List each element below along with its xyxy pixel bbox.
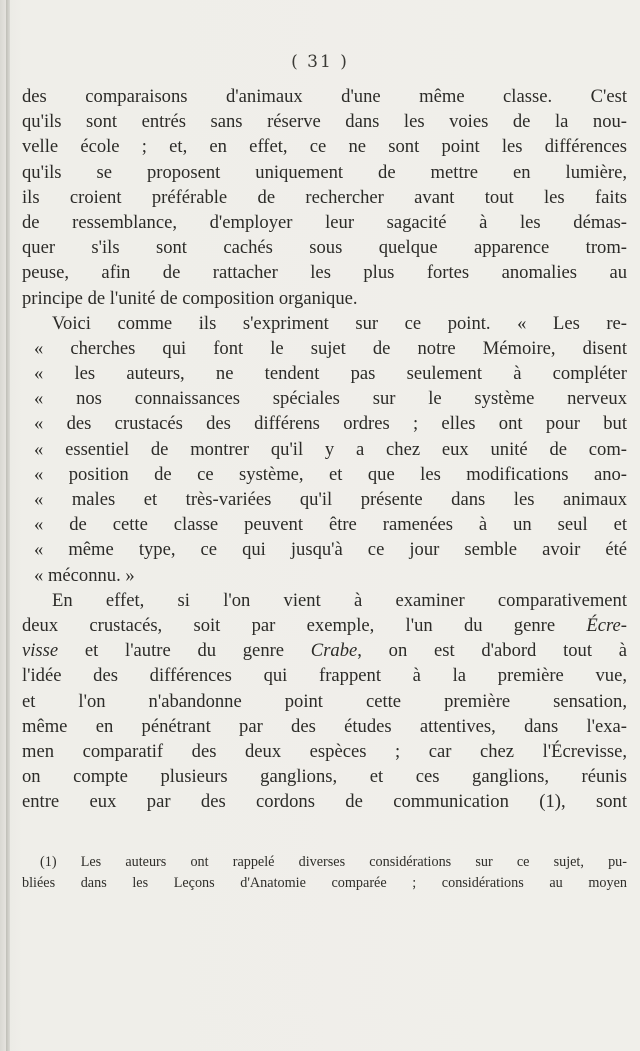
page-number: ( 31 ) <box>291 52 349 72</box>
footnote-line: (1) Les auteurs ont rappelé diverses considérations sur ce sujet, pu- <box>40 854 627 870</box>
text-line: velle école ; et, en effet, ce ne sont point les différences <box>22 136 627 158</box>
text-line: deux crustacés, soit par exemple, l'un du genre Écre- <box>22 614 627 636</box>
text-line: de ressemblance, d'employer leur sagacité à les démas- <box>22 211 627 233</box>
text-line: et l'on n'abandonne point cette première sensation, <box>22 690 627 712</box>
text-line: on compte plusieurs ganglions, et ces ganglions, réunis <box>22 766 627 788</box>
quote-line: « méconnu. » <box>34 564 135 586</box>
quote-line: « males et très-variées qu'il présente dans les animaux <box>34 489 627 510</box>
text-line: ils croient préférable de rechercher avant tout les faits <box>22 186 627 208</box>
text-line: entre eux par des cordons de communication (1), sont <box>22 791 627 813</box>
quote-line: « même type, ce qui jusqu'à ce jour semble avoir été <box>34 539 627 561</box>
text-line: même en pénétrant par des études attentives, dans l'exa- <box>22 715 627 737</box>
text-line: qu'ils se proposent uniquement de mettre en lumière, <box>22 161 627 183</box>
footnote <box>22 852 627 894</box>
text-line: En effet, si l'on vient à examiner comparativement <box>52 589 627 611</box>
text-line: l'idée des différences qui frappent à la première vue, <box>22 665 627 687</box>
text-line: qu'ils sont entrés sans réserve dans les voies de la nou- <box>22 111 627 133</box>
quote-line: « cherches qui font le sujet de notre Mémoire, disent <box>34 337 627 359</box>
text-line: Voici comme ils s'expriment sur ce point. « Les re- <box>52 312 627 334</box>
quote-line: « des crustacés des différens ordres ; elles ont pour but <box>34 413 627 435</box>
footnote-line: bliées dans les Leçons d'Anatomie comparée ; considérations au moyen <box>22 875 627 891</box>
quote-line: « essentiel de montrer qu'il y a chez eux unité de com- <box>34 438 627 460</box>
binding-gutter <box>6 0 10 1051</box>
quote-line: « de cette classe peuvent être ramenées à un seul et <box>34 514 627 536</box>
text-line: des comparaisons d'animaux d'une même classe. C'est <box>22 86 627 107</box>
quote-line: « nos connaissances spéciales sur le système nerveux <box>34 388 627 410</box>
text-line: principe de l'unité de composition organique. <box>22 287 358 309</box>
main-text <box>22 84 627 814</box>
text-line: men comparatif des deux espèces ; car chez l'Écrevisse, <box>22 740 627 762</box>
text-line: visse et l'autre du genre Crabe, on est d'abord tout à <box>22 640 627 662</box>
text-line: quer s'ils sont cachés sous quelque apparence trom- <box>22 237 627 259</box>
text-line: peuse, afin de rattacher les plus fortes anomalies au <box>22 262 627 284</box>
quote-line: « position de ce système, et que les modifications ano- <box>34 463 627 485</box>
quote-line: « les auteurs, ne tendent pas seulement à compléter <box>34 363 627 385</box>
